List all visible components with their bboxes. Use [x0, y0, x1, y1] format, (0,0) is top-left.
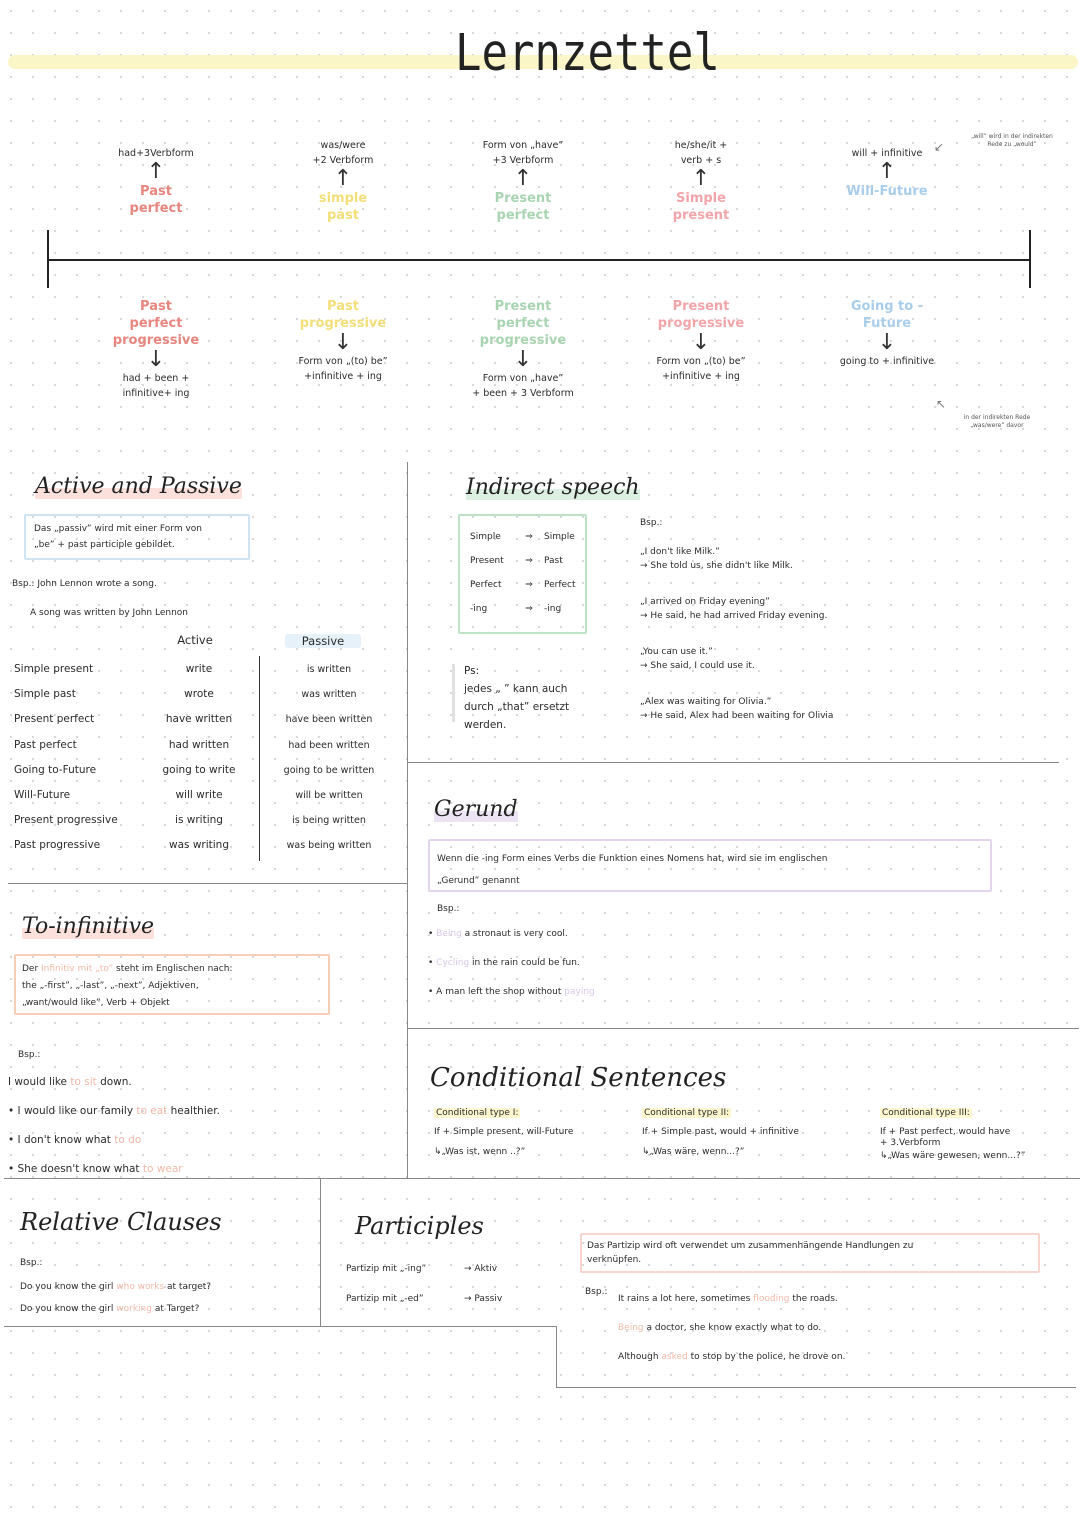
active-cell: is writing [175, 814, 223, 827]
going-to-note-arrow: ↖ [936, 397, 947, 411]
timeline-bottom-tense-1 [282, 298, 404, 384]
tense-label [95, 298, 217, 349]
direct-speech: „I arrived on Friday evening” [640, 597, 770, 607]
to-infinitive-example-label: Bsp.: [18, 1050, 41, 1060]
tense-formula [282, 354, 404, 384]
tense-formula [282, 138, 404, 168]
label-line: Simple [676, 191, 726, 206]
timeline-top-tense-0 [95, 146, 217, 217]
formula-line: he/she/it + [674, 140, 728, 151]
passive-cell: was being written [286, 840, 372, 852]
formula-line: +3 Verbform [492, 155, 554, 166]
conditional-label: Conditional type I: [436, 1108, 519, 1118]
participles-heading: Participles [355, 1212, 484, 1240]
example-line [618, 1314, 845, 1343]
rule-text: Partizip mit „-ed” [346, 1294, 424, 1304]
indirect-speech: → He said, he had arrived Friday evening. [640, 611, 828, 621]
bullet-icon: • [8, 1163, 18, 1175]
bullet-icon: • [428, 929, 437, 939]
gerund-example-label: Bsp.: [437, 904, 460, 914]
label-line: perfect [496, 316, 550, 331]
conditional-type-1 [434, 1108, 624, 1157]
example-line [22, 978, 232, 995]
divider-conditional-bottom [320, 1178, 1080, 1179]
rule-result: → Aktiv [464, 1264, 498, 1274]
arrow-up-icon: ↑ [877, 159, 897, 184]
conditional-question: ↳„Was wäre, wenn...?” [642, 1147, 745, 1157]
highlight-part: to wear [142, 1163, 183, 1175]
example-line [618, 1343, 845, 1372]
label-line: Will-Future [846, 184, 928, 199]
will-note-arrow: ↙ [934, 140, 945, 154]
relative-examples [20, 1276, 211, 1320]
passive-cell: is being written [292, 815, 366, 827]
arrow-down-icon: ↓ [333, 330, 353, 355]
formula-line: verb + s [680, 155, 722, 166]
highlight-part: Infinitiv mit „to” [41, 964, 114, 974]
label-line: perfect [129, 201, 183, 216]
tense-label [282, 298, 404, 332]
highlight-part: asked [661, 1352, 688, 1362]
table-col-divider [259, 656, 260, 861]
formula-line: Form von „have” [482, 373, 564, 384]
tense-label [95, 183, 217, 217]
label-line: progressive [479, 333, 567, 348]
label-line: Going to - [850, 299, 924, 314]
highlight-part: to sit [70, 1076, 97, 1088]
tense-label [462, 298, 584, 349]
speech-example [640, 645, 833, 673]
tense-formula [640, 354, 762, 384]
text-part: Do you know the girl [20, 1282, 117, 1292]
indirect-speech: → She said, I could use it. [640, 661, 755, 671]
divider-vertical-mid [407, 462, 408, 1178]
text-part: I don't know what [17, 1134, 115, 1146]
tense-formula [95, 371, 217, 401]
text-part: steht im Englischen nach: [113, 964, 233, 974]
formula-line: If + Simple present, will-Future [434, 1127, 574, 1137]
highlight-part: flooding [753, 1294, 790, 1304]
conditional-label: Conditional type III: [882, 1108, 970, 1118]
participle-rule [346, 1254, 502, 1284]
indirect-speech-examples [640, 545, 833, 745]
to-infinitive-heading: To-infinitive [22, 914, 155, 939]
active-cell: write [185, 663, 213, 675]
shift-from: Simple [470, 532, 501, 542]
arrow-down-icon: ↓ [691, 330, 711, 355]
tense-label [826, 183, 948, 200]
arrow-right-icon: ⇒ [525, 556, 533, 566]
direct-speech: „You can use it.” [640, 647, 713, 657]
active-passive-example-passive: A song was written by John Lennon [30, 608, 188, 618]
participle-rules [346, 1254, 502, 1314]
will-note: „will” wird in der indirekten Rede zu „would” [971, 133, 1053, 148]
label-line: progressive [112, 333, 200, 348]
active-cell: have written [165, 713, 233, 726]
active-passive-heading: Active and Passive [35, 474, 242, 499]
label-line: Past [140, 184, 172, 199]
passive-cell: going to be written [283, 764, 375, 776]
direct-speech: „I don't like Milk.” [640, 547, 720, 557]
timeline-top-tense-1 [282, 138, 404, 224]
timeline-bottom-tense-0 [95, 298, 217, 401]
text-part: the „-first”, „-last”, „-next”, Adjektiven, [22, 981, 199, 991]
bullet-icon: • [8, 1105, 18, 1117]
text-part: A man left the shop without [436, 987, 565, 997]
formula-line: had+3Verbform [118, 148, 194, 159]
arrow-up-icon: ↑ [691, 166, 711, 191]
participle-rule [346, 1284, 502, 1314]
text-part: the roads. [789, 1294, 838, 1304]
timeline-bottom-tense-3 [640, 298, 762, 384]
tense-label [462, 190, 584, 224]
tense-cell: Simple present [14, 663, 94, 675]
divider-participles-left [556, 1326, 557, 1388]
label-line: progressive [299, 316, 387, 331]
formula-line: going to + infinitive [839, 356, 935, 367]
tense-cell: Past perfect [14, 738, 77, 751]
label-line: perfect [496, 208, 550, 223]
timeline-bottom-tense-2 [462, 298, 584, 401]
bullet-icon: • [428, 987, 437, 997]
bullet-icon: • [428, 958, 437, 968]
example-line [20, 1298, 211, 1320]
active-column [140, 657, 258, 859]
conditional-question: ↳„Was wäre gewesen, wenn...?” [880, 1151, 1026, 1161]
conditional-type-3 [880, 1108, 1070, 1161]
active-cell: going to write [162, 763, 236, 776]
text-part: Der [22, 964, 42, 974]
passive-cell: will be written [295, 790, 363, 802]
active-cell: wrote [184, 688, 214, 701]
passive-definition-text: Das „passiv” wird mit einer Form von „be” + past participle gebildet. [34, 524, 202, 550]
formula-line: infinitive+ ing [122, 388, 190, 399]
shift-from: -ing [470, 604, 488, 614]
conditional-formula [642, 1127, 832, 1138]
divider-relative-bottom [4, 1326, 556, 1327]
arrow-up-icon: ↑ [146, 159, 166, 184]
passive-cell: is written [306, 664, 352, 675]
text-part: „want/would like”, Verb + Objekt [22, 998, 170, 1008]
label-line: simple [318, 191, 368, 206]
tense-formula [640, 138, 762, 168]
formula-line: +2 Verbform [312, 155, 374, 166]
example-line [8, 1068, 220, 1097]
divider-gerund-bottom [407, 1028, 1079, 1029]
text-part: It rains a lot here, sometimes [618, 1294, 754, 1304]
formula-line: If + Past perfect, would have [880, 1127, 1011, 1137]
formula-line: + been + 3 Verbform [472, 388, 574, 399]
passive-cell: had been written [288, 739, 370, 751]
relative-example-label: Bsp.: [20, 1258, 43, 1268]
highlight-part: who works [116, 1282, 165, 1292]
formula-line: had + been + [122, 373, 190, 384]
example-line [618, 1285, 845, 1314]
timeline-axis [48, 259, 1030, 261]
indirect-speech-example-label: Bsp.: [640, 518, 663, 528]
label-line: Present [494, 191, 552, 206]
tense-cell: Present perfect [14, 713, 95, 726]
formula-line: +infinitive + ing [304, 371, 382, 382]
arrow-down-icon: ↓ [146, 347, 166, 372]
conditional-formula [434, 1127, 624, 1138]
shift-row [470, 525, 576, 549]
text-part: a stronaut is very cool. [461, 929, 568, 939]
shift-row [470, 597, 576, 621]
divider-indirect-bottom [407, 762, 1059, 763]
text-part: I would like [8, 1076, 71, 1088]
timeline-left-cap [47, 230, 49, 288]
gerund-definition-text: Wenn die -ing Form eines Verbs die Funktion eines Nomens hat, wird sie im englischen „Gerund” genannt [437, 854, 828, 886]
tense-formula [462, 138, 584, 168]
label-line: Past [140, 299, 172, 314]
text-part: at target? [164, 1282, 212, 1292]
ps-accent-bar [452, 664, 455, 722]
label-line: perfect [129, 316, 183, 331]
bullet-icon: • [8, 1134, 18, 1146]
text-part: at Target? [151, 1304, 200, 1314]
divider-active-bottom [8, 883, 407, 884]
label-line: Past [327, 299, 359, 314]
formula-line: Form von „(to) be” [298, 356, 388, 367]
shift-row [470, 573, 576, 597]
example-line [428, 949, 595, 978]
divider-participles-bottom [556, 1387, 1076, 1388]
text-part: in the rain could be fun. [469, 958, 580, 968]
formula-line: Form von „have” [482, 140, 564, 151]
shift-to: Perfect [544, 580, 576, 590]
tense-formula [462, 371, 584, 401]
timeline-right-cap [1029, 230, 1031, 288]
highlight-part: to eat [136, 1105, 168, 1117]
tense-cell: Will-Future [14, 789, 71, 802]
rule-result: → Passiv [464, 1294, 503, 1304]
label-line: Future [862, 316, 912, 331]
conditional-heading: Conditional Sentences [430, 1063, 727, 1093]
highlight-part: paying [564, 987, 595, 997]
formula-line: was/were [320, 140, 366, 151]
to-infinitive-examples [8, 1068, 220, 1184]
indirect-speech: → She told us, she didn't like Milk. [640, 561, 793, 571]
text-part: to stop by the police, he drove on. [687, 1352, 846, 1362]
shift-from: Present [470, 556, 504, 566]
shift-to: Simple [544, 532, 575, 542]
shift-row [470, 549, 576, 573]
active-cell: had written [168, 738, 230, 751]
example-line [20, 1276, 211, 1298]
going-to-note: in der indirekten Rede „was/were” davor [963, 414, 1031, 429]
arrow-down-icon: ↓ [877, 330, 897, 355]
text-part: Do you know the girl [20, 1304, 117, 1314]
passive-cell: have been written [285, 714, 373, 726]
tense-cell: Past progressive [14, 839, 101, 852]
active-cell: was writing [168, 839, 229, 852]
highlight-part: Being [436, 929, 462, 939]
formula-line: + 3.Verbform [880, 1138, 941, 1148]
arrow-right-icon: ⇒ [525, 580, 533, 590]
example-line [22, 961, 232, 978]
indirect-speech-ps: Ps: jedes „ ” kann auch durch „that” ersetzt werden. [464, 665, 570, 731]
passive-column [262, 657, 396, 859]
text-part: I would like our family [17, 1105, 137, 1117]
indirect-speech: → He said, Alex had been waiting for Olivia [640, 711, 834, 721]
page-title: Lernzettel [455, 24, 720, 83]
tense-label [826, 298, 948, 332]
tense-formula [826, 354, 948, 369]
active-passive-example-active: Bsp.: John Lennon wrote a song. [12, 579, 157, 589]
relative-clauses-heading: Relative Clauses [20, 1208, 222, 1236]
conditional-type-2 [642, 1108, 832, 1157]
formula-line: +infinitive + ing [662, 371, 740, 382]
formula-line: will + infinitive [851, 148, 923, 159]
gerund-heading: Gerund [434, 797, 518, 822]
conditional-label: Conditional type II: [644, 1108, 730, 1118]
label-line: Present [494, 299, 552, 314]
timeline-bottom-tense-4 [826, 298, 948, 369]
active-cell: will write [175, 789, 223, 802]
tense-cell: Going to-Future [14, 763, 97, 776]
participle-examples [618, 1285, 845, 1372]
shift-to: -ing [544, 604, 562, 614]
col-passive-header: Passive [285, 634, 361, 648]
highlight-part: working [116, 1304, 152, 1314]
label-line: present [672, 208, 730, 223]
passive-cell: was written [301, 689, 357, 701]
timeline-top-tense-3 [640, 138, 762, 224]
label-line: progressive [657, 316, 745, 331]
example-line [428, 978, 595, 1007]
text-part: a doctor, she know exactly what to do. [643, 1323, 822, 1333]
tense-label [640, 298, 762, 332]
example-line [22, 995, 232, 1012]
tense-label [640, 190, 762, 224]
text-part: healthier. [167, 1105, 220, 1117]
timeline-top-tense-4 [826, 146, 948, 200]
conditional-question: ↳„Was ist, wenn ..?” [434, 1147, 526, 1157]
arrow-up-icon: ↑ [513, 166, 533, 191]
label-line: Present [672, 299, 730, 314]
col-active-header: Active [177, 633, 213, 647]
indirect-speech-heading: Indirect speech [466, 475, 640, 500]
participle-example-label: Bsp.: [585, 1287, 608, 1297]
text-part: down. [96, 1076, 132, 1088]
conditional-formula [880, 1127, 1070, 1149]
text-part: Although [618, 1352, 662, 1362]
tense-cell: Simple past [14, 688, 76, 701]
example-line [8, 1097, 220, 1126]
direct-speech: „Alex was waiting for Olivia.” [640, 697, 772, 707]
rule-text: Partizip mit „-ing” [346, 1264, 427, 1274]
tense-cell: Present progressive [14, 814, 118, 827]
to-infinitive-rule-text [22, 961, 232, 1012]
participle-definition-text: Das Partizip wird oft verwendet um zusammenhängende Handlungen zu verknüpfen. [587, 1241, 914, 1265]
indirect-speech-table [470, 525, 576, 621]
shift-from: Perfect [470, 580, 502, 590]
formula-line: If + Simple past, would + infinitive [642, 1127, 799, 1137]
formula-line: Form von „(to) be” [656, 356, 746, 367]
arrow-down-icon: ↓ [513, 347, 533, 372]
divider-relative-right [320, 1178, 321, 1326]
label-line: past [326, 208, 360, 223]
shift-to: Past [544, 556, 563, 566]
highlight-part: to do [114, 1134, 142, 1146]
tense-column [14, 657, 118, 859]
example-line [8, 1126, 220, 1155]
timeline-top-tense-2 [462, 138, 584, 224]
gerund-examples [428, 920, 595, 1007]
highlight-part: Being [618, 1323, 644, 1333]
tense-label [282, 190, 404, 224]
example-line [428, 920, 595, 949]
speech-example [640, 695, 833, 723]
arrow-up-icon: ↑ [333, 166, 353, 191]
example-line [8, 1155, 220, 1184]
arrow-right-icon: ⇒ [525, 532, 533, 542]
highlight-part: Cycling [436, 958, 470, 968]
text-part: She doesn't know what [17, 1163, 143, 1175]
speech-example [640, 595, 833, 623]
arrow-right-icon: ⇒ [525, 604, 533, 614]
speech-example [640, 545, 833, 573]
